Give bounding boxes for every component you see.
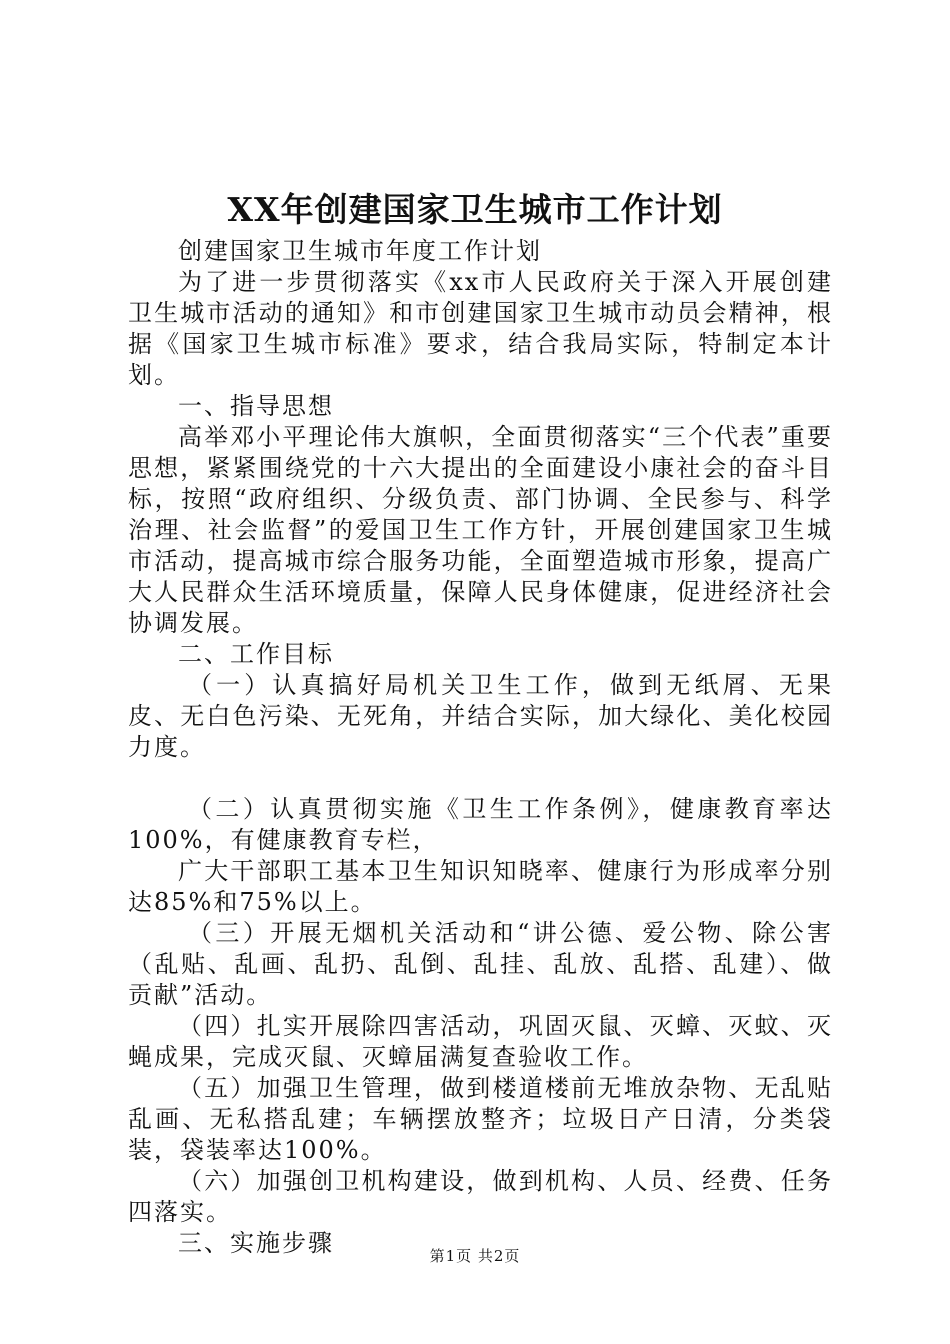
section-heading-implementation-steps: 三、实施步骤 (178, 1229, 334, 1257)
section-heading-guiding-thought: 一、指导思想 (178, 392, 334, 420)
guiding-thought-paragraph: 高举邓小平理论伟大旗帜，全面贯彻落实“三个代表”重要思想，紧紧围绕党的十六大提出的全面建设小康社会的奋斗目标，按照“政府组织、分级负责、部门协调、全民参与、科学治理、社会监督”的爱国卫生工作方针，开展创建国家卫生城市活动，提高城市综合服务功能，全面塑造城市形象，提高广大人民群众生活环境质量，保障人民身体健康，促进经济社会协调发展。 (128, 423, 833, 637)
page-number: 第1页 共2页 (429, 1247, 521, 1265)
document-body (128, 236, 833, 1259)
goal-item-3: （三）开展无烟机关活动和“讲公德、爱公物、除公害（乱贴、乱画、乱扔、乱倒、乱挂、乱放、乱搭、乱建）、做贡献”活动。 (128, 919, 833, 1009)
goal-item-6: （六）加强创卫机构建设，做到机构、人员、经费、任务四落实。 (128, 1167, 833, 1226)
subtitle-paragraph: 创建国家卫生城市年度工作计划 (178, 237, 542, 265)
goal-item-2: （二）认真贯彻实施《卫生工作条例》，健康教育率达100%，有健康教育专栏， (128, 795, 833, 854)
goal-item-4: （四）扎实开展除四害活动，巩固灭鼠、灭蟑、灭蚊、灭蝇成果，完成灭鼠、灭蟑届满复查验收工作。 (128, 1012, 833, 1071)
goal-item-2-continued: 广大干部职工基本卫生知识知晓率、健康行为形成率分别达85%和75%以上。 (128, 857, 833, 916)
document-title: XX年创建国家卫生城市工作计划 (227, 190, 723, 229)
blank-line (128, 763, 833, 794)
goal-item-5: （五）加强卫生管理，做到楼道楼前无堆放杂物、无乱贴乱画、无私搭乱建；车辆摆放整齐；垃圾日产日清，分类袋装，袋装率达100%。 (128, 1074, 833, 1164)
intro-paragraph: 为了进一步贯彻落实《xx市人民政府关于深入开展创建卫生城市活动的通知》和市创建国家卫生城市动员会精神，根据《国家卫生城市标准》要求，结合我局实际，特制定本计划。 (128, 268, 833, 389)
section-heading-work-goals: 二、工作目标 (178, 640, 334, 668)
goal-item-1: （一）认真搞好局机关卫生工作，做到无纸屑、无果皮、无白色污染、无死角，并结合实际，加大绿化、美化校园力度。 (128, 671, 833, 761)
